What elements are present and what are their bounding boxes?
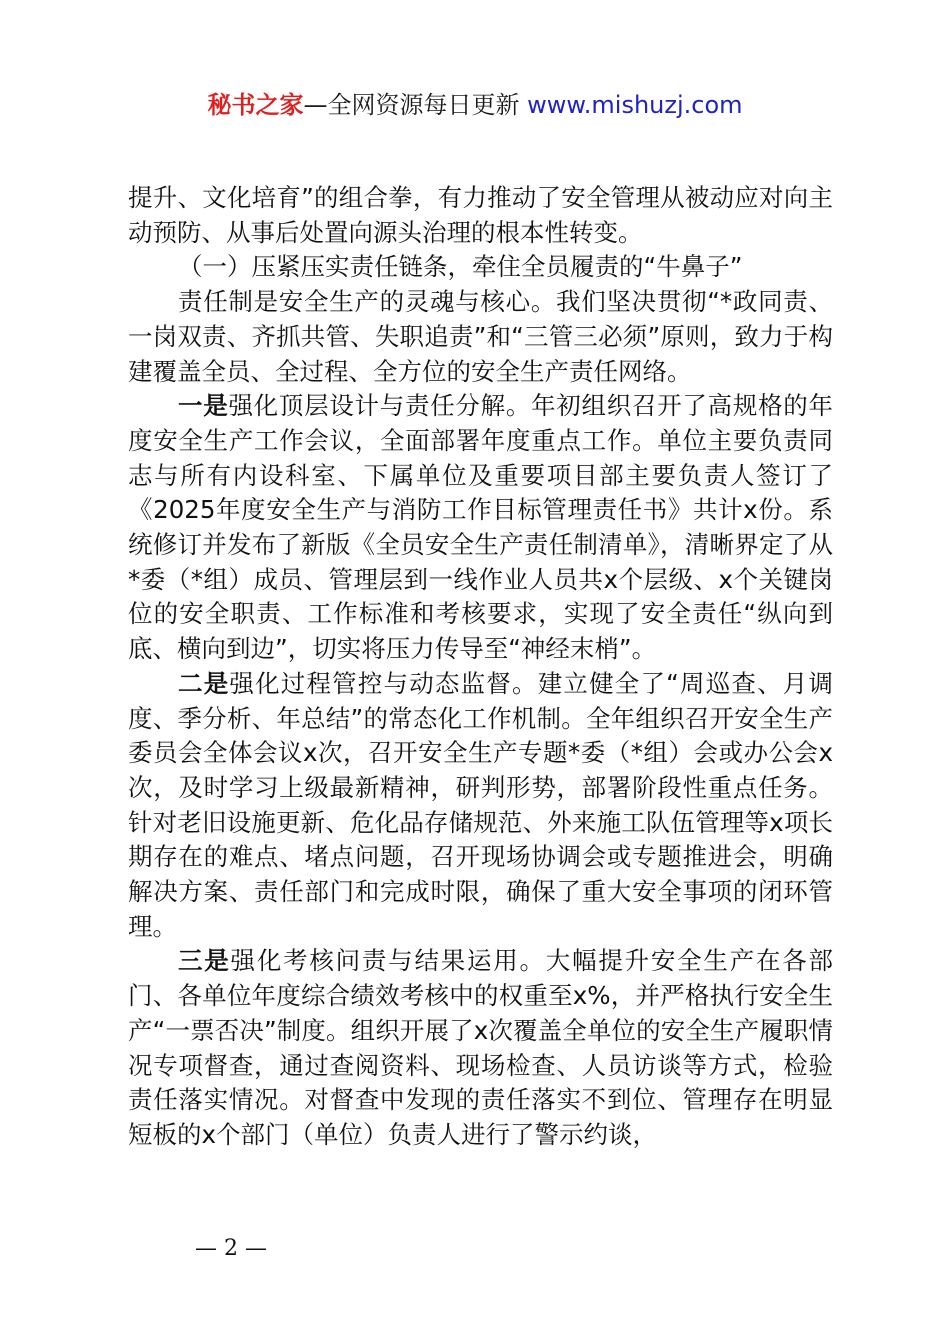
paragraph-item-2 [128,667,833,945]
site-header [0,90,950,120]
item-1-text: 强化顶层设计与责任分解。年初组织召开了高规格的年度安全生产工作会议，全面部署年度重点工作。单位主要负责同志与所有内设科室、下属单位及重要项目部主要负责人签订了《2025年度安全生产与消防工作目标管理责任书》共计x份。系统修订并发布了新版《全员安全生产责任制清单》，清晰界定了从*委（*组）成员、管理层到一线作业人员共x个层级、x个关键岗位的安全职责、工作标准和考核要求，实现了安全责任“纵向到底、横向到边”，切实将压力传导至“神经末梢”。 [128,391,834,664]
item-3-text: 强化考核问责与结果运用。大幅提升安全生产在各部门、各单位年度综合绩效考核中的权重至x%，并严格执行安全生产“一票否决”制度。组织开展了x次覆盖全单位的安全生产履职情况专项督查，通过查阅资料、现场检查、人员访谈等方式，检验责任落实情况。对督查中发现的责任落实不到位、管理存在明显短板的x个部门（单位）负责人进行了警示约谈， [128,946,834,1149]
site-brand: 秘书之家 [207,91,304,119]
paragraph-continued: 提升、文化培育”的组合拳，有力推动了安全管理从被动应对向主动预防、从事后处置向源头治理的根本性转变。 [128,183,833,247]
paragraph-item-1 [128,389,833,667]
site-url-link[interactable]: www.mishuzj.com [527,91,743,119]
item-2-lead: 二是 [178,668,230,698]
item-2-text: 强化过程管控与动态监督。建立健全了“周巡查、月调度、季分析、年总结”的常态化工作机制。全年组织召开安全生产委员会全体会议x次，召开安全生产专题*委（*组）会或办公会x次，及时学习上级最新精神，研判形势，部署阶段性重点任务。针对老旧设施更新、危化品存储规范、外来施工队伍管理等x项长期存在的难点、堵点问题，召开现场协调会或专题推进会，明确解决方案、责任部门和完成时限，确保了重大安全事项的闭环管理。 [128,668,833,941]
section-heading: （一）压紧压实责任链条，牵住全员履责的“牛鼻子” [178,252,743,282]
item-3-lead: 三是 [178,946,231,976]
site-slogan: —全网资源每日更新 [303,91,520,119]
item-1-lead: 一是 [178,391,229,421]
page-number: — 2 — [195,1236,267,1261]
paragraph-intro: 责任制是安全生产的灵魂与核心。我们坚决贯彻“*政同责、一岗双责、齐抓共管、失职追责”和“三管三必须”原则，致力于构建覆盖全员、全过程、全方位的安全生产责任网络。 [128,287,833,386]
paragraph-item-3 [128,944,833,1152]
document-body [128,181,833,1153]
